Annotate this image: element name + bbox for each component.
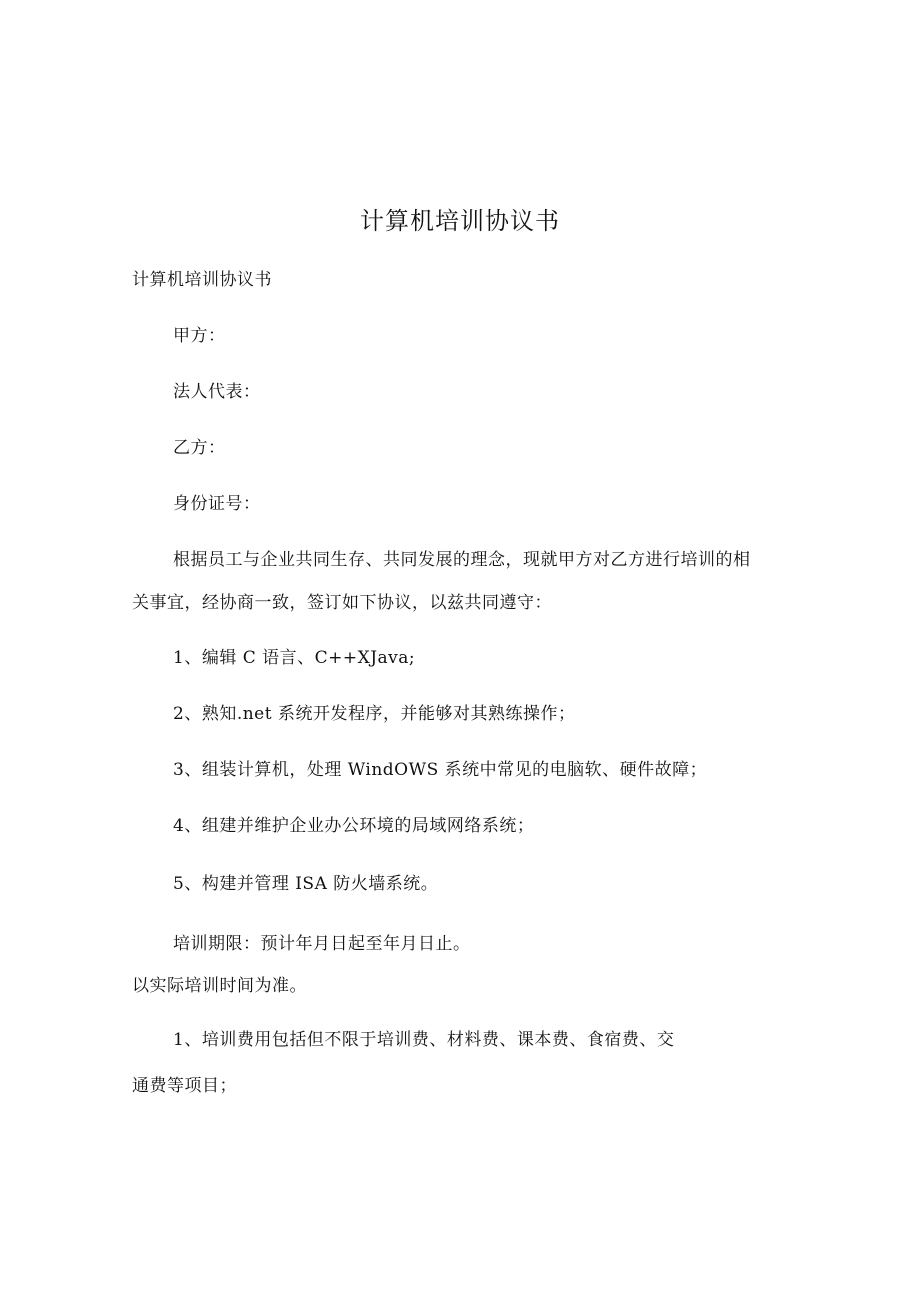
intro-paragraph-line-2: 关事宜，经协商一致，签订如下协议，以兹共同遵守： <box>132 593 552 613</box>
fee-paragraph-line-1: 1、培训费用包括但不限于培训费、材料费、课本费、食宿费、交 <box>173 1030 675 1050</box>
party-a-label: 甲方： <box>173 326 226 346</box>
id-number-label: 身份证号： <box>173 494 261 514</box>
fee-paragraph-line-2: 通费等项目； <box>132 1076 237 1096</box>
list-item: 1、编辑 C 语言、C++XJava; <box>173 648 416 668</box>
intro-paragraph-line-1: 根据员工与企业共同生存、共同发展的理念，现就甲方对乙方进行培训的相 <box>173 550 751 570</box>
list-item: 5、构建并管理 ISA 防火墙系统。 <box>173 874 439 894</box>
party-b-label: 乙方： <box>173 438 226 458</box>
list-item: 4、组建并维护企业办公环境的局域网络系统； <box>173 816 535 836</box>
list-item: 2、熟知.net 系统开发程序，并能够对其熟练操作； <box>173 704 576 724</box>
document-title: 计算机培训协议书 <box>360 207 560 235</box>
list-item: 3、组装计算机，处理 WindOWS 系统中常见的电脑软、硬件故障； <box>173 760 708 780</box>
training-period-text: 培训期限：预计年月日起至年月日止。 <box>173 934 471 954</box>
document-subtitle: 计算机培训协议书 <box>132 270 272 290</box>
actual-time-text: 以实际培训时间为准。 <box>132 976 307 996</box>
legal-representative-label: 法人代表： <box>173 382 261 402</box>
